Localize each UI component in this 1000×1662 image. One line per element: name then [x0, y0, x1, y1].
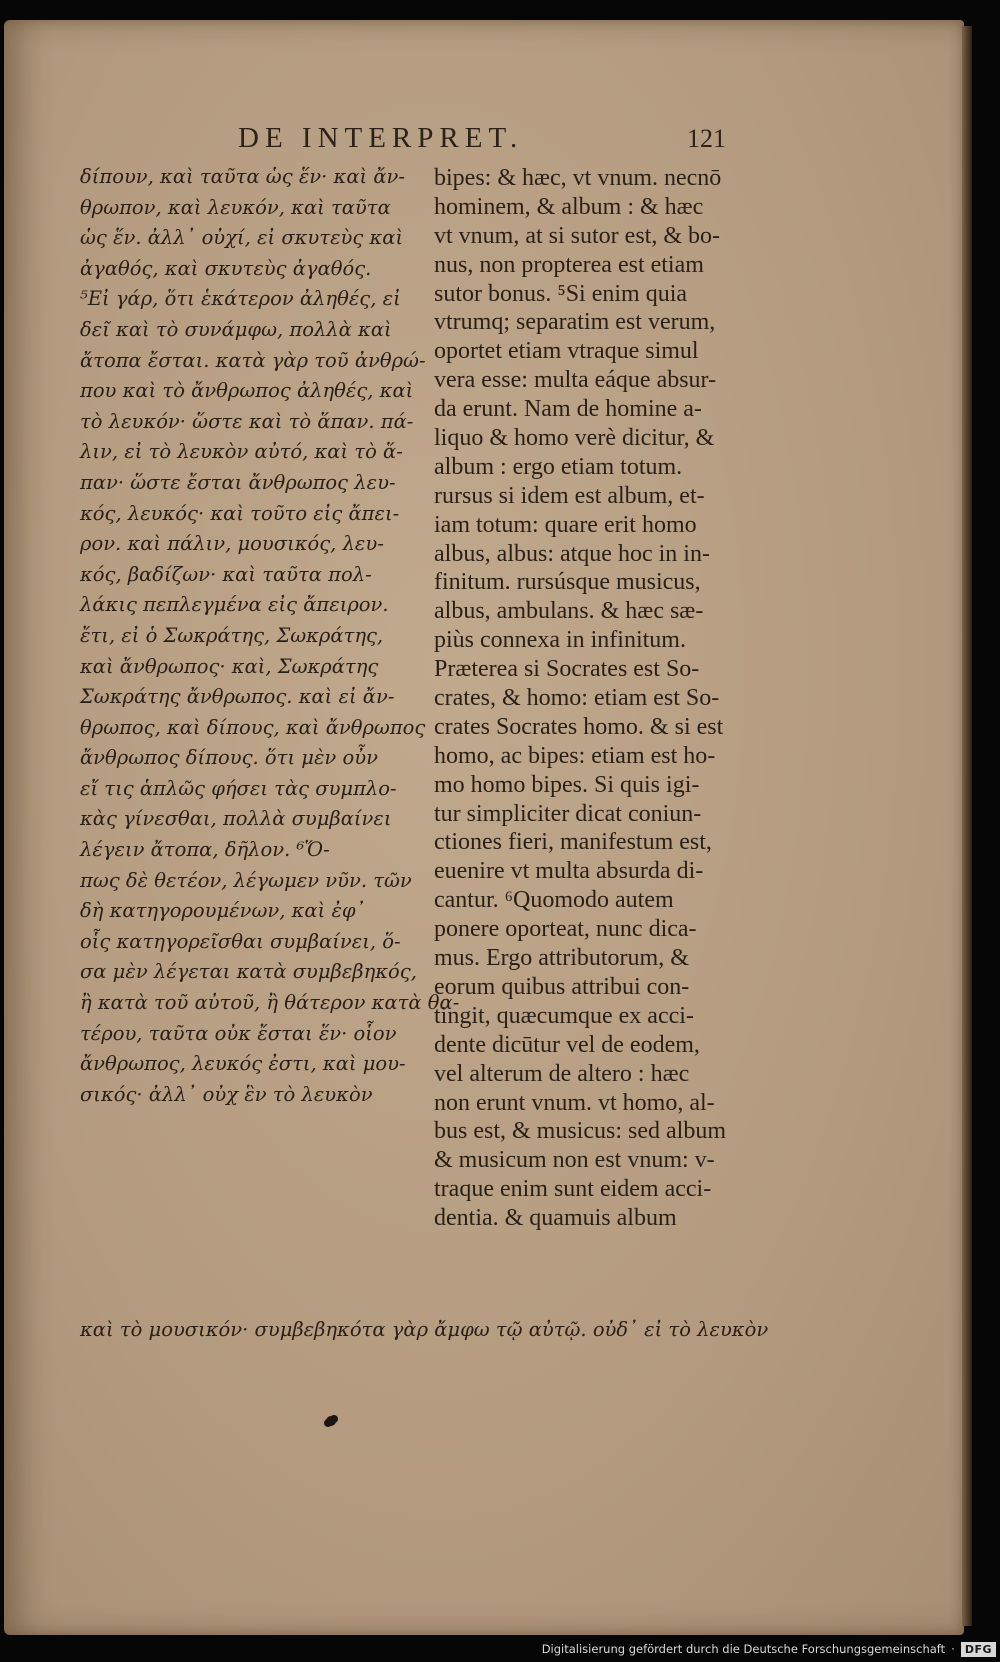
greek-text-column: [80, 162, 460, 1110]
page-number: 121: [687, 124, 726, 153]
printer-ornament: [326, 1416, 336, 1426]
greek-text-line: σα μὲν λέγεται κατὰ συμβεβηκός,: [80, 960, 417, 984]
greek-text-line: καὶ ἄνθρωπος· καὶ, Σωκράτης: [80, 654, 379, 678]
latin-text-line: vt vnum, at si sutor est, & bo-: [434, 222, 720, 249]
funding-credit: Digitalisierung gefördert durch die Deutsche Forschungsgemeinschaft: [541, 1642, 946, 1656]
latin-text-line: piùs connexa in infinitum.: [434, 627, 686, 654]
latin-text-line: tingit, quæcumque ex acci-: [434, 1002, 694, 1029]
greek-text-line: λιν, εἰ τὸ λευκὸν αὐτό, καὶ τὸ ἅ-: [80, 440, 403, 464]
greek-text-line: πως δὲ θετέον, λέγωμεν νῦν. τῶν: [80, 868, 412, 892]
latin-text-line: sutor bonus. ⁵Si enim quia: [434, 280, 688, 307]
greek-text-line: ἄτοπα ἔσται. κατὰ γὰρ τοῦ ἀνθρώ-: [80, 348, 426, 372]
greek-text-line: παν· ὥστε ἔσται ἄνθρωπος λευ-: [80, 470, 396, 494]
latin-text-line: bus est, & musicus: sed album: [434, 1118, 726, 1145]
greek-text-line: κός, λευκός· καὶ τοῦτο εἰς ἄπει-: [80, 501, 400, 525]
latin-text-line: & musicum non est vnum: v-: [434, 1147, 715, 1174]
greek-text-line: κός, βαδίζων· καὶ ταῦτα πολ-: [80, 562, 372, 586]
latin-text-line: ponere oporteat, nunc dica-: [434, 916, 697, 943]
latin-text-line: eorum quibus attribui con-: [434, 973, 690, 1000]
greek-text-line: ἄνθρωπος δίπους. ὅτι μὲν οὖν: [80, 746, 378, 770]
greek-text-line: οἷς κατηγορεῖσθαι συμβαίνει, ὅ-: [80, 929, 401, 953]
greek-text-line: θρωπον, καὶ λευκόν, καὶ ταῦτα: [80, 195, 391, 219]
greek-text-line: σικός· ἀλλ᾽ οὐχ ἓν τὸ λευκὸν: [80, 1082, 373, 1106]
page-header: [0, 122, 960, 162]
greek-text-line: λέγειν ἄτοπα, δῆλον. ⁶Ὅ-: [80, 838, 330, 862]
greek-text-line: τέρου, ταῦτα οὐκ ἔσται ἕν· οἷον: [80, 1021, 397, 1045]
latin-text-line: crates Socrates homo. & si est: [434, 713, 724, 740]
latin-text-line: non erunt vnum. vt homo, al-: [434, 1089, 715, 1116]
latin-text-line: tur simpliciter dicat coniun-: [434, 800, 702, 827]
greek-text-line: λάκις πεπλεγμένα εἰς ἄπειρον.: [80, 593, 389, 617]
greek-catchline: καὶ τὸ μουσικόν· συμβεβηκότα γὰρ ἄμφω τῷ αὐτῷ. οὐδ᾽ εἰ τὸ λευκὸν: [80, 1318, 769, 1341]
latin-text-line: vtrumq; separatim est verum,: [434, 309, 716, 336]
greek-text-line: ἢ κατὰ τοῦ αὐτοῦ, ἢ θάτερον κατὰ θα-: [80, 991, 460, 1015]
greek-text-line: δίπουν, καὶ ταῦτα ὡς ἕν· καὶ ἄν-: [80, 165, 405, 188]
latin-text-line: vel alterum de altero : hæc: [434, 1060, 690, 1087]
greek-text-line: ἄνθρωπος, λευκός ἐστι, καὶ μου-: [80, 1052, 406, 1076]
latin-text-line: dente dicūtur vel de eodem,: [434, 1031, 700, 1058]
latin-text-line: Præterea si Socrates est So-: [434, 656, 700, 683]
latin-text-line: iam totum: quare erit homo: [434, 511, 697, 538]
latin-text-line: bipes: & hæc, vt vnum. necnō: [434, 165, 722, 191]
greek-text-line: ὡς ἕν. ἀλλ᾽ οὐχί, εἰ σκυτεὺς καὶ: [80, 226, 404, 250]
digitization-footer: Digitalisierung gefördert durch die Deutsche Forschungsgemeinschaft · DFG: [542, 1638, 996, 1660]
greek-text-line: που καὶ τὸ ἄνθρωπος ἀληθές, καὶ: [80, 379, 414, 403]
latin-text-line: vera esse: multa eáque absur-: [434, 367, 717, 394]
latin-text-line: hominem, & album : & hæc: [434, 193, 704, 220]
greek-text-line: κὰς γίνεσθαι, πολλὰ συμβαίνει: [80, 807, 392, 831]
latin-text-line: da erunt. Nam de homine a-: [434, 396, 702, 423]
page-edge: [962, 26, 972, 1626]
latin-text-line: traque enim sunt eidem acci-: [434, 1176, 712, 1203]
running-head: DE INTERPRET.: [238, 122, 524, 154]
greek-text-line: Σωκράτης ἄνθρωπος. καὶ εἰ ἄν-: [80, 685, 395, 709]
dfg-logo: DFG: [961, 1642, 996, 1657]
latin-text-line: euenire vt multa absurda di-: [434, 858, 704, 885]
latin-text-line: liquo & homo verè dicitur, &: [434, 425, 715, 452]
greek-text-line: ἔτι, εἰ ὁ Σωκράτης, Σωκράτης,: [80, 623, 384, 647]
latin-text-line: nus, non propterea est etiam: [434, 251, 704, 278]
latin-text-line: rursus si idem est album, et-: [434, 482, 705, 509]
latin-text-line: crates, & homo: etiam est So-: [434, 685, 720, 712]
latin-text-line: mus. Ergo attributorum, &: [434, 945, 689, 972]
latin-text-line: dentia. & quamuis album: [434, 1205, 677, 1232]
latin-text-line: homo, ac bipes: etiam est ho-: [434, 742, 716, 769]
latin-text-line: albus, albus: atque hoc in in-: [434, 540, 710, 567]
latin-text-line: album : ergo etiam totum.: [434, 453, 683, 480]
greek-text-line: ⁵Εἰ γάρ, ὅτι ἑκάτερον ἀληθές, εἰ: [80, 287, 401, 311]
greek-text-line: τὸ λευκόν· ὥστε καὶ τὸ ἅπαν. πά-: [80, 409, 414, 433]
greek-text-line: ρον. καὶ πάλιν, μουσικός, λευ-: [80, 532, 384, 556]
latin-text-line: ctiones fieri, manifestum est,: [434, 829, 712, 856]
latin-text-line: cantur. ⁶Quomodo autem: [434, 887, 674, 914]
greek-text-line: δὴ κατηγορουμένων, καὶ ἐφ᾽: [80, 899, 366, 923]
latin-text-line: oportet etiam vtraque simul: [434, 338, 699, 365]
greek-text-line: θρωπος, καὶ δίπους, καὶ ἄνθρωπος: [80, 715, 426, 739]
latin-text-column: [434, 164, 764, 1233]
latin-text-line: finitum. rursúsque musicus,: [434, 569, 701, 596]
latin-text-line: albus, ambulans. & hæc sæ-: [434, 598, 704, 625]
greek-text-line: δεῖ καὶ τὸ συνάμφω, πολλὰ καὶ: [80, 317, 392, 341]
greek-text-line: ἀγαθός, καὶ σκυτεὺς ἀγαθός.: [80, 256, 372, 280]
greek-text-line: εἴ τις ἁπλῶς φήσει τὰς συμπλο-: [80, 776, 397, 800]
latin-text-line: mo homo bipes. Si quis igi-: [434, 771, 700, 798]
